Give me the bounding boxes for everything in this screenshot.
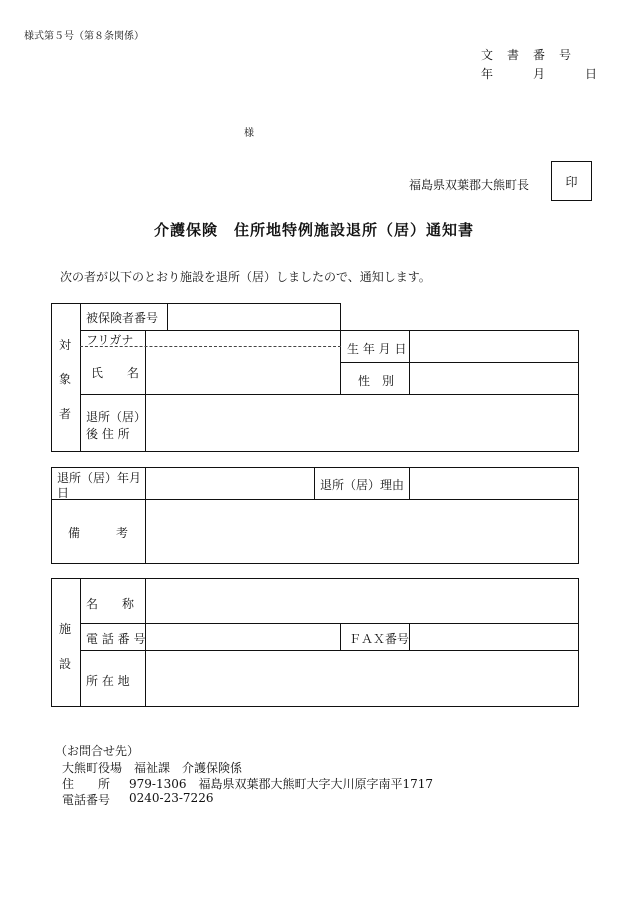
contact-office: 大熊町役場 福祉課 介護保険係: [62, 761, 243, 775]
discharge-reason-field[interactable]: [410, 468, 578, 499]
gender-label: 性 別: [358, 374, 395, 388]
contact-address-label: 住 所: [62, 777, 111, 791]
addressee-honorific: 様: [244, 128, 254, 139]
facility-fax-label: ＦＡＸ番号: [349, 632, 410, 646]
after-address-field[interactable]: [146, 395, 578, 451]
contact-heading: （お問合せ先）: [55, 744, 140, 758]
dob-label: 生 年 月 日: [347, 342, 407, 356]
document-number-label: 文 書 番 号: [481, 48, 573, 62]
date-label: 年 月 日: [481, 67, 599, 81]
subject-group-char-1: 対: [59, 338, 72, 352]
facility-phone-field[interactable]: [146, 624, 340, 650]
name-label: 氏 名: [91, 366, 140, 380]
facility-address-label: 所 在 地: [86, 674, 130, 688]
facility-address-field[interactable]: [146, 651, 578, 706]
contact-address-value: 979-1306 福島県双葉郡大熊町大字大川原字南平1717: [129, 777, 434, 791]
facility-group-char-1: 施: [59, 622, 72, 636]
name-field[interactable]: [146, 347, 340, 394]
facility-fax-field[interactable]: [410, 624, 578, 650]
contact-phone-value: 0240-23-7226: [129, 791, 214, 805]
after-address-label-line1: 退所（居）: [86, 410, 147, 424]
facility-group-char-2: 設: [59, 657, 72, 671]
discharge-date-label-line2: 日: [57, 486, 70, 500]
subject-group-char-3: 者: [59, 407, 72, 421]
intro-text: 次の者が以下のとおり施設を退所（居）しましたので、通知します。: [60, 270, 431, 284]
sender-name: 福島県双葉郡大熊町長: [409, 178, 530, 192]
form-number: 様式第５号（第８条関係）: [24, 31, 144, 42]
document-title: 介護保険 住所地特例施設退所（居）通知書: [154, 221, 475, 239]
after-address-label-line2: 後 住 所: [86, 427, 130, 441]
facility-name-field[interactable]: [146, 579, 578, 623]
contact-phone-label: 電話番号: [62, 793, 111, 807]
insured-number-field[interactable]: [168, 304, 340, 330]
discharge-date-field[interactable]: [146, 468, 314, 499]
discharge-reason-label: 退所（居）理由: [320, 478, 405, 492]
seal-box: [551, 161, 592, 201]
facility-phone-label: 電 話 番 号: [86, 632, 146, 646]
remarks-label: 備 考: [68, 526, 129, 540]
remarks-field[interactable]: [146, 500, 578, 563]
subject-group-char-2: 象: [59, 372, 72, 386]
insured-number-label: 被保険者番号: [86, 311, 159, 325]
furigana-label: フリガナ: [86, 333, 134, 347]
seal-label: 印: [565, 174, 578, 189]
facility-name-label: 名 称: [86, 597, 135, 611]
dob-field[interactable]: [410, 331, 578, 362]
gender-field[interactable]: [410, 363, 578, 394]
discharge-date-label-line1: 退所（居）年月: [57, 471, 142, 485]
furigana-field[interactable]: [146, 331, 340, 346]
